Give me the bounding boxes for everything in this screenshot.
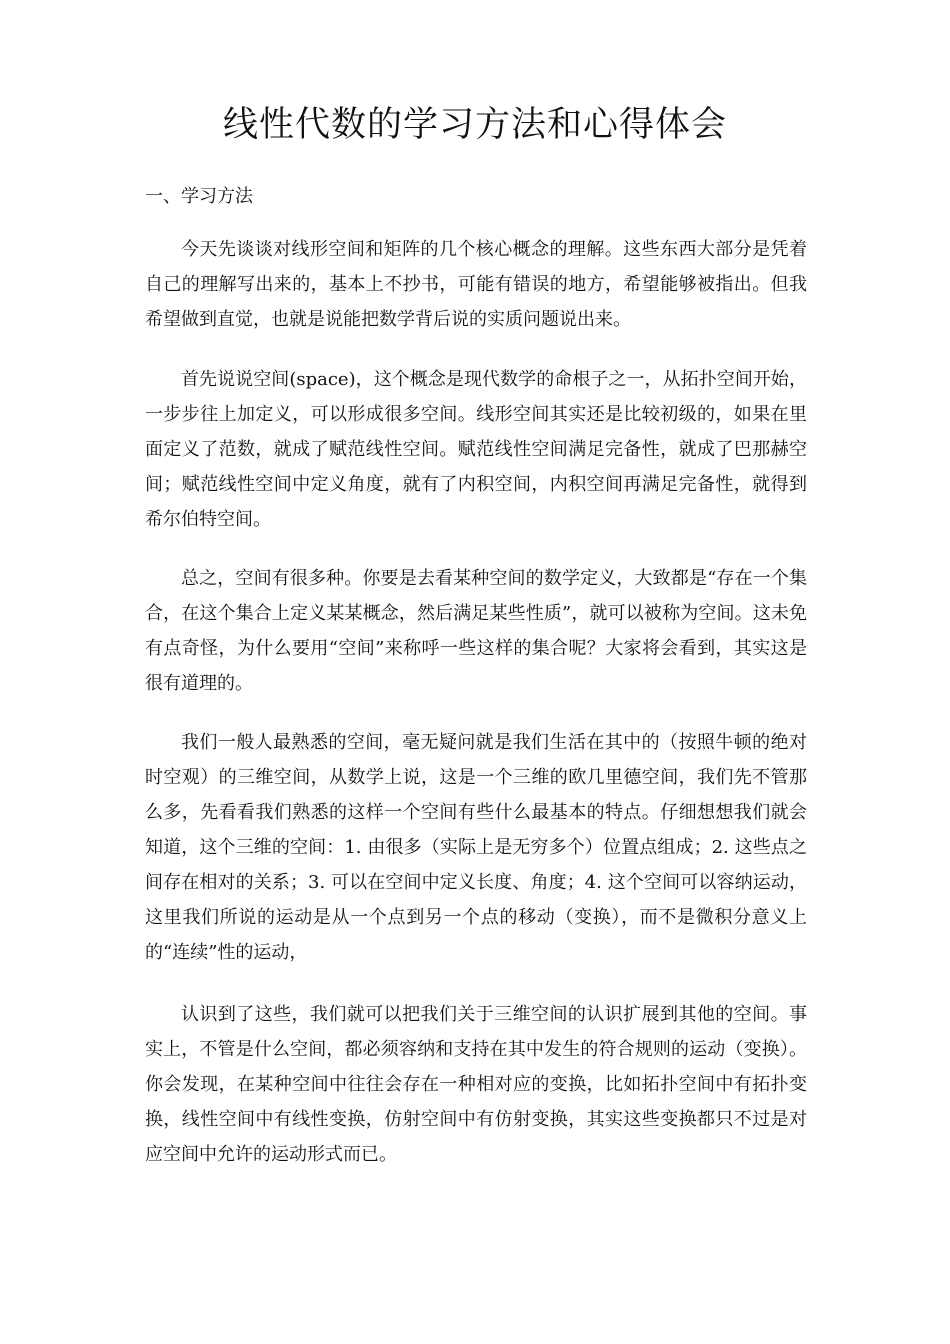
paragraph-2: 首先说说空间(space)，这个概念是现代数学的命根子之一，从拓扑空间开始，一步步往上加定义，可以形成很多空间。线形空间其实还是比较初级的，如果在里面定义了范数，就成了赋范线性空间。赋范线性空间满足完备性，就成了巴那赫空间；赋范线性空间中定义角度，就有了内积空间，内积空间再满足完备性，就得到希尔伯特空间。 — [145, 369, 807, 530]
paragraph-1: 今天先谈谈对线形空间和矩阵的几个核心概念的理解。这些东西大部分是凭着自己的理解写出来的，基本上不抄书，可能有错误的地方，希望能够被指出。但我希望做到直觉，也就是说能把数学背后说的实质问题说出来。 — [145, 239, 807, 330]
paragraph-5: 认识到了这些，我们就可以把我们关于三维空间的认识扩展到其他的空间。事实上，不管是什么空间，都必须容纳和支持在其中发生的符合规则的运动（变换）。你会发现，在某种空间中往往会存在一种相对应的变换，比如拓扑空间中有拓扑变换，线性空间中有线性变换，仿射空间中有仿射变换，其实这些变换都只不过是对应空间中允许的运动形式而已。 — [145, 1004, 807, 1165]
document-title: 线性代数的学习方法和心得体会 — [222, 105, 727, 145]
section-heading: 一、学习方法 — [145, 186, 253, 207]
paragraph-3: 总之，空间有很多种。你要是去看某种空间的数学定义，大致都是“存在一个集合，在这个集合上定义某某概念，然后满足某些性质”，就可以被称为空间。这未免有点奇怪，为什么要用“空间”来称呼一些这样的集合呢？大家将会看到，其实这是很有道理的。 — [145, 568, 807, 694]
paragraph-4: 我们一般人最熟悉的空间，毫无疑问就是我们生活在其中的（按照牛顿的绝对时空观）的三维空间，从数学上说，这是一个三维的欧几里德空间，我们先不管那么多，先看看我们熟悉的这样一个空间有些什么最基本的特点。仔细想想我们就会知道，这个三维的空间：1. 由很多（实际上是无穷多个）位置点组成；2. 这些点之间存在相对的关系；3. 可以在空间中定义长度、角度；4. 这个空间可以容纳运动，这里我们所说的运动是从一个点到另一个点的移动（变换），而不是微积分意义上的“连续”性的运动， — [145, 732, 807, 963]
